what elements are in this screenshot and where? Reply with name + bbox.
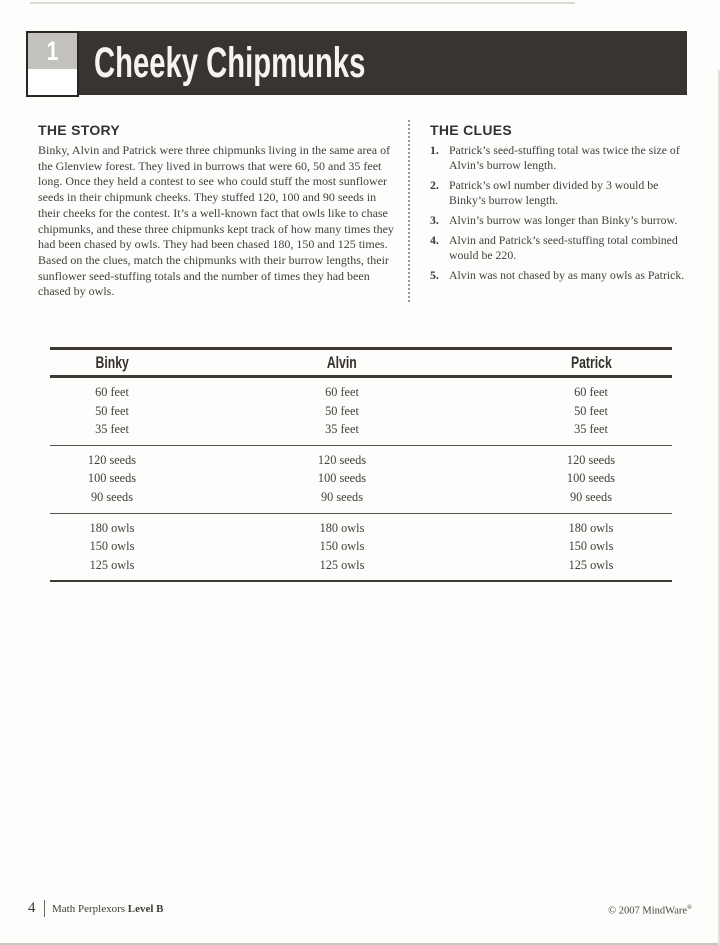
option-cell: 90 seeds bbox=[320, 489, 363, 504]
option-cell: 120 seeds bbox=[87, 452, 137, 467]
clue-number: 4. bbox=[430, 232, 439, 247]
clue-item bbox=[430, 178, 694, 209]
footer-level-text: Level B bbox=[127, 902, 164, 915]
page-footer bbox=[28, 900, 692, 917]
option-cell: 120 seeds bbox=[566, 452, 616, 467]
column-header-binky: Binky bbox=[95, 352, 129, 372]
column-header-patrick: Patrick bbox=[570, 352, 612, 372]
option-cell: 60 feet bbox=[325, 385, 359, 399]
option-cell: 125 owls bbox=[568, 557, 614, 572]
options-table-header bbox=[50, 347, 672, 378]
option-cell: 35 feet bbox=[574, 422, 608, 437]
seed-total-options-group bbox=[50, 446, 672, 514]
clue-text: Alvin and Patrick’s seed-stuffing total combined would be 220. bbox=[449, 232, 678, 263]
section-divider-dotted-line bbox=[408, 120, 410, 302]
footer-book-title bbox=[52, 903, 164, 915]
story-text: Binky, Alvin and Patrick were three chipmunks living in the same area of the Glenview forest. They lived in burrows that were 60, 50 and 35 feet long. Once they held a contest to see who could stuff the most sunflower seeds in their chipmunk cheeks. They stuffed 120, 100 and 90 seeds in their cheeks for the contest. It’s a well-known fact that owls like to chase chipmunks, and these three chipmunks kept track of how many times they had been chased by owls. They had been chased 180, 150 and 125 times. Based on the clues, match the chipmunks with their burrow lengths, their sunflower seed-stuffing totals and the number of times they had been chased by owls. bbox=[38, 143, 394, 299]
footer-copyright bbox=[608, 900, 692, 917]
title-bar bbox=[26, 31, 687, 97]
option-cell: 50 feet bbox=[325, 403, 359, 418]
options-table bbox=[50, 347, 672, 582]
puzzle-number-box bbox=[26, 31, 79, 97]
option-cell: 180 owls bbox=[89, 520, 135, 535]
option-cell: 50 feet bbox=[574, 403, 608, 418]
option-cell: 120 seeds bbox=[317, 452, 367, 467]
clue-number: 5. bbox=[430, 268, 439, 283]
puzzle-number-box-bottom bbox=[28, 69, 77, 95]
footer-page-number: 4 bbox=[28, 900, 36, 916]
footer-left bbox=[28, 900, 164, 917]
footer-book-title-text: Math Perplexors bbox=[52, 902, 126, 915]
clues-section bbox=[430, 122, 694, 288]
option-cell: 60 feet bbox=[95, 385, 129, 399]
option-cell: 50 feet bbox=[95, 403, 129, 418]
clues-heading: THE CLUES bbox=[430, 122, 513, 138]
option-cell: 180 owls bbox=[568, 520, 614, 535]
story-heading: THE STORY bbox=[38, 122, 121, 138]
clue-item bbox=[430, 268, 694, 283]
option-cell: 35 feet bbox=[325, 422, 359, 437]
clue-item bbox=[430, 143, 694, 174]
option-cell: 100 seeds bbox=[566, 471, 616, 486]
clue-text: Patrick’s seed-stuffing total was twice the size of Alvin’s burrow length. bbox=[449, 143, 680, 173]
option-cell: 60 feet bbox=[574, 385, 608, 399]
puzzle-number: 1 bbox=[46, 35, 59, 66]
clue-number: 1. bbox=[430, 143, 439, 157]
burrow-length-options-group bbox=[50, 378, 672, 446]
option-cell: 100 seeds bbox=[87, 471, 137, 486]
puzzle-number-box-top bbox=[28, 33, 77, 69]
clue-text: Patrick’s owl number divided by 3 would be Binky’s burrow length. bbox=[449, 178, 659, 208]
clue-text: Alvin’s burrow was longer than Binky’s burrow. bbox=[449, 213, 678, 228]
footer-divider-line bbox=[44, 900, 46, 917]
puzzle-title: Cheeky Chipmunks bbox=[94, 38, 366, 87]
registered-trademark-symbol: ® bbox=[687, 904, 692, 911]
option-cell: 150 owls bbox=[568, 539, 614, 554]
option-cell: 90 seeds bbox=[90, 489, 133, 504]
owl-chase-options-group bbox=[50, 514, 672, 583]
option-cell: 90 seeds bbox=[569, 489, 612, 504]
story-section bbox=[38, 122, 398, 300]
scan-artifact-top-edge bbox=[30, 2, 575, 4]
option-cell: 35 feet bbox=[95, 422, 129, 437]
clue-item bbox=[430, 213, 694, 228]
clue-item bbox=[430, 233, 694, 264]
column-header-alvin: Alvin bbox=[327, 352, 357, 372]
clue-number: 2. bbox=[430, 178, 439, 193]
option-cell: 125 owls bbox=[319, 557, 365, 572]
option-cell: 150 owls bbox=[319, 539, 365, 554]
clue-number: 3. bbox=[430, 213, 439, 228]
option-cell: 100 seeds bbox=[317, 471, 367, 486]
title-bar-background bbox=[78, 31, 687, 95]
option-cell: 180 owls bbox=[319, 520, 365, 535]
option-cell: 150 owls bbox=[89, 539, 135, 554]
clue-text: Alvin was not chased by as many owls as Patrick. bbox=[449, 268, 685, 283]
footer-copyright-text: © 2007 MindWare bbox=[608, 905, 688, 917]
option-cell: 125 owls bbox=[89, 557, 135, 572]
